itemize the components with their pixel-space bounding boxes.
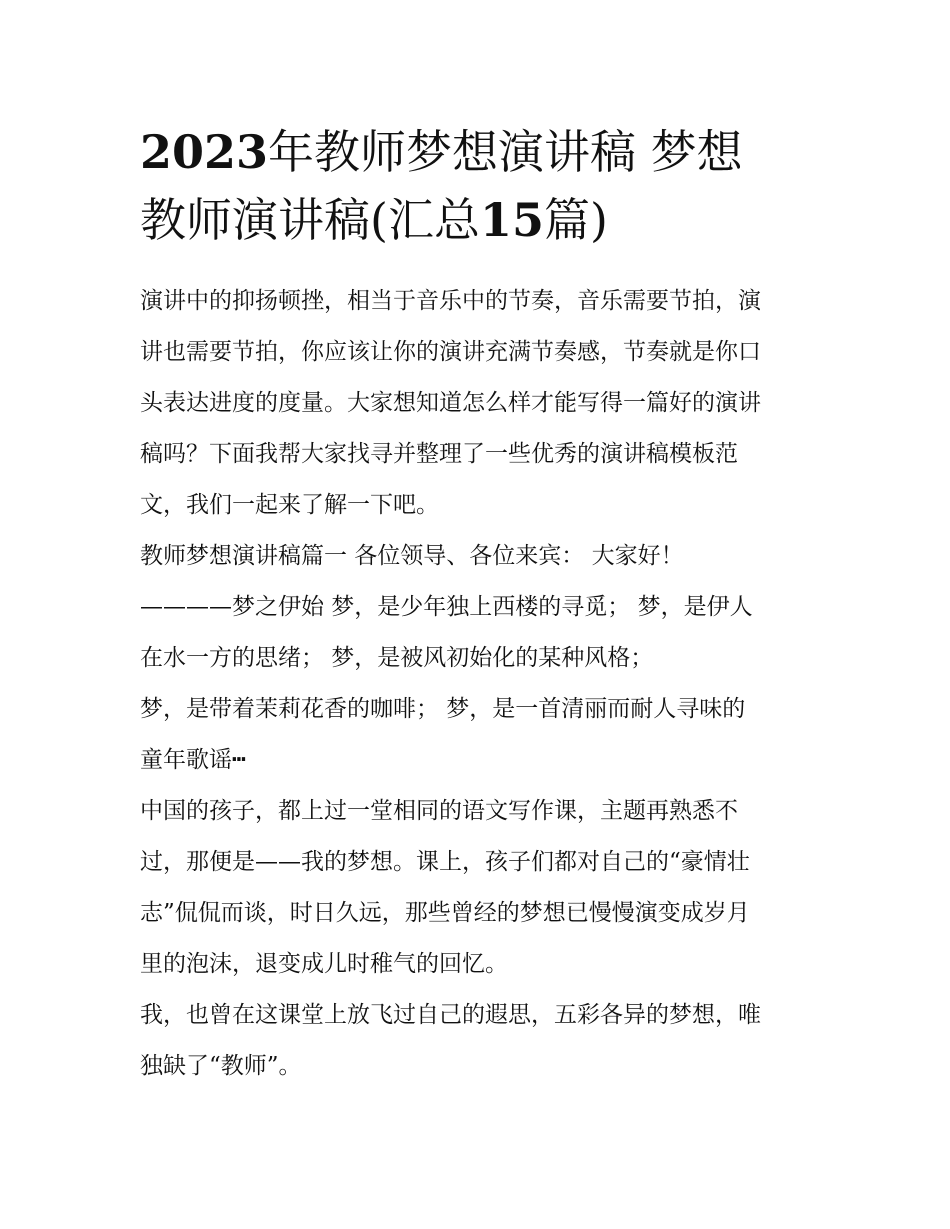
- body-line: 独缺了“教师”。: [140, 1053, 302, 1079]
- body-line: 中国的孩子，都上过一堂相同的语文写作课，主题再熟悉不: [140, 798, 738, 824]
- body-line: 头表达进度的度量。大家想知道怎么样才能写得一篇好的演讲: [140, 390, 761, 416]
- title-text-2: 教师演讲稿(汇总: [140, 193, 480, 247]
- body-line: 里的泡沫，退变成儿时稚气的回忆。: [140, 951, 508, 977]
- document-title: [140, 118, 820, 254]
- title-count: 15: [479, 193, 544, 247]
- body-line: 我，也曾在这课堂上放飞过自己的遐思，五彩各异的梦想，唯: [140, 1002, 761, 1028]
- title-text-3: 篇): [543, 193, 608, 247]
- body-line: ————梦之伊始 梦，是少年独上西楼的寻觅； 梦，是伊人: [140, 594, 753, 620]
- body-line: 教师梦想演讲稿篇一 各位领导、各位来宾： 大家好！: [140, 543, 684, 569]
- title-year: 2023: [140, 125, 269, 179]
- title-line-1: [140, 118, 820, 186]
- body-line: 在水一方的思绪； 梦，是被风初始化的某种风格；: [140, 645, 654, 671]
- body-line: 梦，是带着茉莉花香的咖啡； 梦，是一首清丽而耐人寻味的: [140, 696, 746, 722]
- title-line-2: [140, 186, 820, 254]
- document-body: [140, 276, 820, 1092]
- body-line: 稿吗？下面我帮大家找寻并整理了一些优秀的演讲稿模板范: [140, 441, 738, 467]
- body-line: 志”侃侃而谈，时日久远，那些曾经的梦想已慢慢演变成岁月: [140, 900, 750, 926]
- body-line: 过，那便是——我的梦想。课上，孩子们都对自己的“豪情壮: [140, 849, 750, 875]
- body-line: 文，我们一起来了解一下吧。: [140, 492, 439, 518]
- body-line: 演讲中的抑扬顿挫，相当于音乐中的节奏，音乐需要节拍，演: [140, 288, 761, 314]
- title-text-1: 年教师梦想演讲稿 梦想: [268, 125, 743, 179]
- body-line: 讲也需要节拍，你应该让你的演讲充满节奏感，节奏就是你口: [140, 339, 761, 365]
- body-line: 童年歌谣┅: [140, 747, 246, 773]
